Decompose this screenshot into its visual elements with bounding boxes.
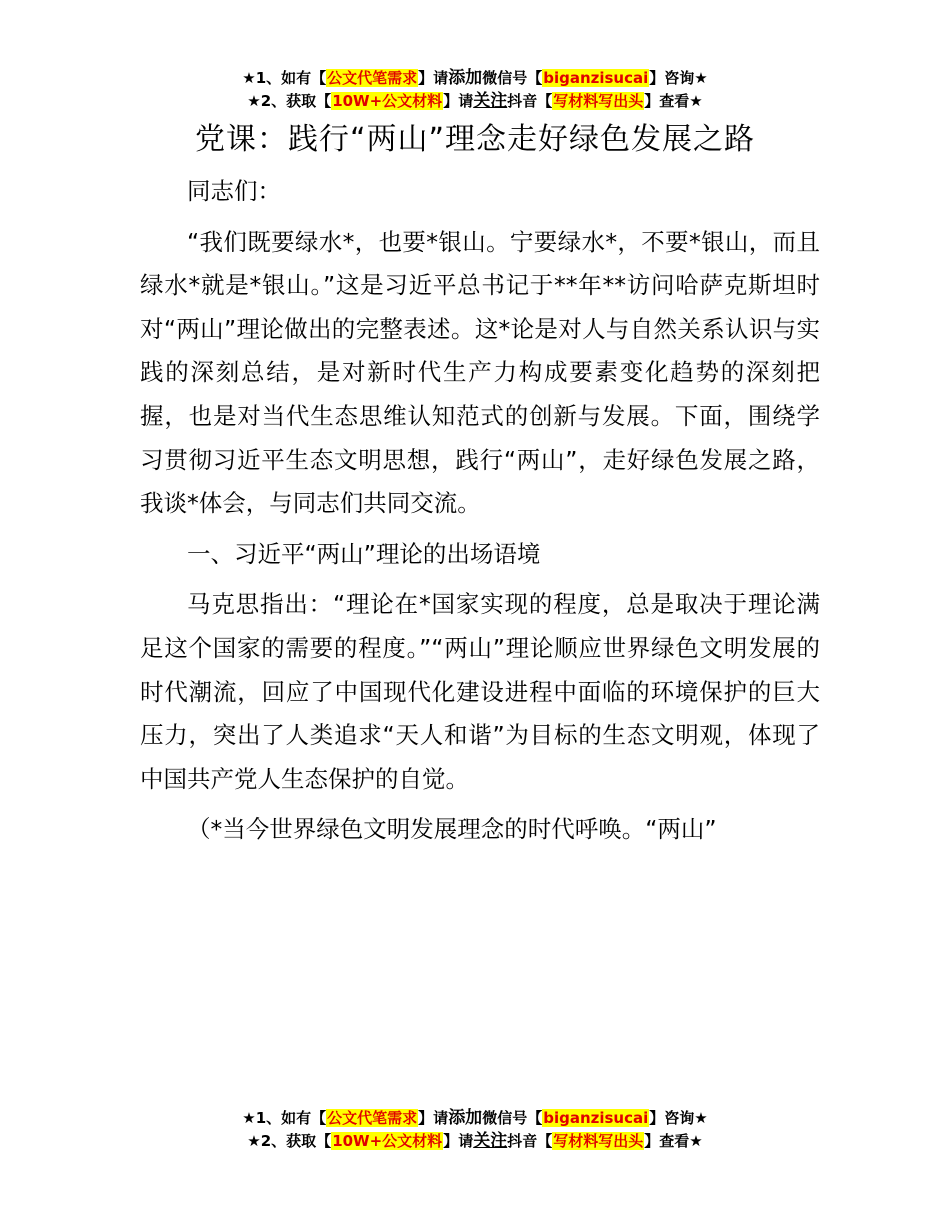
promo-douyin-id: 写材料写出头: [553, 1132, 644, 1150]
promo-line-1: [0, 1107, 950, 1130]
section-heading: 一、习近平“两山”理论的出场语境: [187, 539, 541, 568]
promo-text: ★2、获取【: [247, 1132, 332, 1150]
salutation: 同志们：: [187, 177, 281, 205]
promo-highlight: 公文代笔需求: [327, 69, 418, 87]
document-title: 党课：践行“两山”理念走好绿色发展之路: [194, 122, 756, 157]
promo-text: 】咨询★: [649, 69, 708, 87]
body-paragraph: （*当今世界绿色文明发展理念的时代呼唤。“两山”: [187, 815, 717, 844]
promo-wechat-id: biganzisucai: [543, 1109, 649, 1127]
document-body: [140, 170, 820, 859]
promo-text: 关注: [473, 91, 508, 111]
promo-highlight: 10W+公文材料: [332, 92, 443, 110]
promo-line-1: [0, 67, 950, 90]
promo-text: 微信号【: [482, 1109, 543, 1127]
promo-text: 添加: [448, 68, 483, 88]
promo-douyin-id: 写材料写出头: [553, 92, 644, 110]
promo-banner-top: [0, 67, 950, 113]
promo-wechat-id: biganzisucai: [543, 69, 649, 87]
body-paragraph: “我们既要绿水*，也要*银山。宁要绿水*，不要*银山，而且绿水*就是*银山。”这是习近平总书记于**年**访问哈萨克斯坦时对“两山”理论做出的完整表述。这*论是对人与自然关系认识与实践的深刻总结，是对新时代生产力构成要素变化趋势的深刻把握，也是对当代生态思维认知范式的创新与发展。下面，围绕学习贯彻习近平生态文明思想，践行“两山”，走好绿色发展之路，我谈*体会，与同志们共同交流。: [140, 227, 820, 518]
promo-text: 】查看★: [644, 92, 703, 110]
promo-text: ★1、如有【: [242, 1109, 327, 1127]
promo-line-2: [0, 1130, 950, 1153]
promo-text: 微信号【: [482, 69, 543, 87]
promo-text: 】请: [418, 69, 449, 87]
promo-highlight: 10W+公文材料: [332, 1132, 443, 1150]
promo-text: 】查看★: [644, 1132, 703, 1150]
promo-text: 添加: [448, 1108, 483, 1128]
promo-text: 】请: [443, 1132, 474, 1150]
promo-text: 】咨询★: [649, 1109, 708, 1127]
promo-text: ★1、如有【: [242, 69, 327, 87]
promo-line-2: [0, 90, 950, 113]
promo-text: ★2、获取【: [247, 92, 332, 110]
promo-text: 】请: [418, 1109, 449, 1127]
promo-text: 关注: [473, 1131, 508, 1151]
promo-text: 】请: [443, 92, 474, 110]
promo-text: 抖音【: [507, 92, 553, 110]
body-paragraph: 马克思指出：“理论在*国家实现的程度，总是取决于理论满足这个国家的需要的程度。”“两山”理论顺应世界绿色文明发展的时代潮流，回应了中国现代化建设进程中面临的环境保护的巨大压力，突出了人类追求“天人和谐”为目标的生态文明观，体现了中国共产党人生态保护的自觉。: [140, 590, 820, 793]
promo-text: 抖音【: [507, 1132, 553, 1150]
promo-banner-bottom: [0, 1107, 950, 1153]
promo-highlight: 公文代笔需求: [327, 1109, 418, 1127]
